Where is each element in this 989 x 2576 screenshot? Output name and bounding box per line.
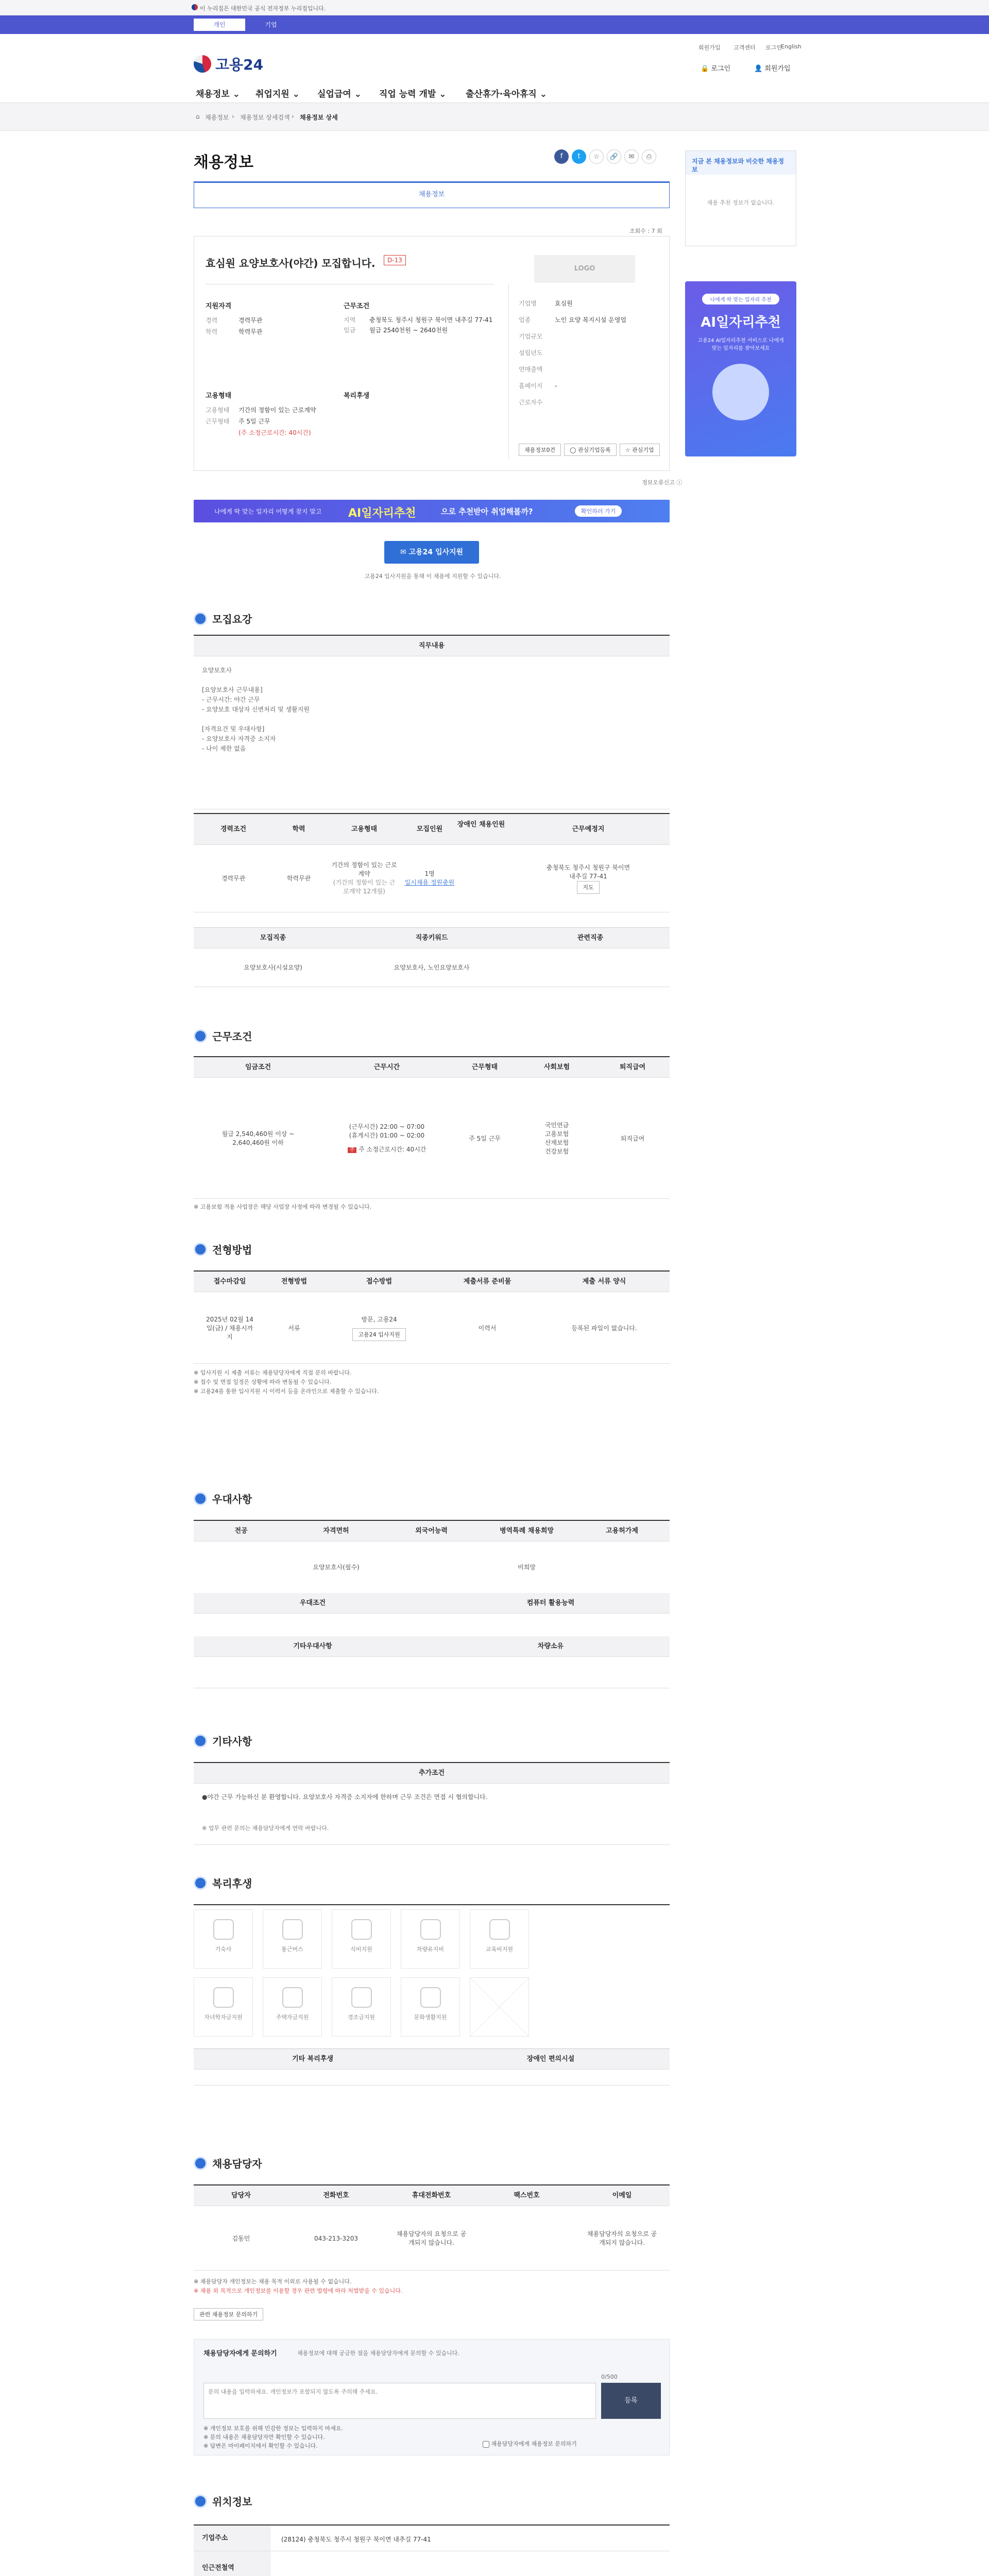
method-table — [194, 1270, 670, 1363]
site-logo[interactable] — [194, 54, 263, 74]
ai-job-ad[interactable] — [685, 281, 796, 456]
dday-badge: D-13 — [384, 255, 406, 265]
section-location-title: 위치정보 — [194, 2494, 252, 2509]
mode-bar — [0, 15, 989, 34]
head-deadline: 접수마감일 — [194, 1272, 266, 1292]
section-welfare-title: 복리후생 — [194, 1875, 252, 1890]
loc-subway-label: 인근전철역 — [194, 2551, 271, 2576]
crumb-2[interactable]: 채용정보 상세검색 — [240, 114, 290, 121]
tab-job-info[interactable]: 채용정보 — [194, 181, 670, 208]
favorite-company-button[interactable]: ☆ 관심기업 — [620, 444, 660, 456]
method-apply-button[interactable]: 고용24 입사지원 — [352, 1328, 405, 1341]
val-emptype: 기간의 정함이 있는 근로계약 (기간의 정함이 있는 근로계약 12개월) — [331, 861, 397, 895]
apply-button[interactable]: ✉ 고용24 입사지원 — [384, 541, 479, 564]
welfare-label: 복리후생 — [344, 392, 370, 400]
etc-head: 추가조건 — [194, 1763, 670, 1784]
val-career: 경력무관 — [221, 874, 246, 882]
gift-icon — [351, 1987, 372, 2008]
meal-icon — [351, 1919, 372, 1940]
val-method: 서류 — [288, 1324, 300, 1332]
head-location: 근무예정지 — [507, 814, 670, 845]
val-fax — [479, 2206, 574, 2271]
cond-rows: 지역 충청북도 청주시 청원구 북이면 내추길 77-41 임금 월급 2540천원 ~ 2640천원 — [344, 316, 493, 334]
nav-employment-support[interactable]: 취업지원 ⌄ — [255, 89, 300, 99]
housing-icon — [282, 1987, 303, 2008]
val-disabled — [455, 845, 507, 912]
home-icon[interactable]: ⌂ — [196, 113, 200, 120]
taegeuk-icon — [192, 4, 198, 10]
head-license: 자격면허 — [288, 1521, 384, 1541]
val-time: (근무시간) 22:00 ~ 07:00 (휴게시간) 01:00 ~ 02:00 주 주 소정근로시간: 40시간 — [322, 1078, 451, 1199]
company-jobs-button[interactable]: 채용정보0건 — [519, 444, 561, 456]
etc-table — [194, 1762, 670, 1844]
head-time: 근무시간 — [322, 1057, 451, 1078]
duty-text: 요양보호사 [요양보호사 근무내용] - 근무시간: 야간 근무 - 요양보호 대상자 신변처리 및 생활지원 [자격요건 및 우대사항] - 요양보호사 자격증 소지자 - 나이 제한 없음 — [202, 667, 310, 752]
crumb-3: 채용정보 상세 — [300, 114, 338, 121]
apply-note: 고용24 입사지원을 통해 이 채용에 지원할 수 있습니다. — [364, 573, 501, 580]
qa-checkbox[interactable]: 채용담당자에게 채용정보 문의하기 — [483, 2439, 577, 2448]
val-license: 요양보호사(필수) — [313, 1563, 360, 1571]
twitter-icon[interactable]: t — [572, 149, 586, 164]
contact-table — [194, 2184, 670, 2270]
education-icon — [489, 1919, 510, 1940]
car-icon — [420, 1919, 441, 1940]
emp-label: 고용형태 — [206, 392, 232, 400]
head-disabled: 장애인 채용인원 — [455, 814, 507, 845]
head-retire: 퇴직급여 — [595, 1057, 670, 1078]
banner-left-text: 나에게 딱 맞는 일자리 어떻게 찾지 말고 — [214, 508, 322, 515]
job-summary — [194, 236, 670, 471]
val-related — [511, 948, 670, 987]
method-notes: ※ 입사지원 시 제출 서류는 채용담당자에게 직접 문의 바랍니다. ※ 접수 및 면접 일정은 상황에 따라 변동될 수 있습니다. ※ 고용24를 통한 입사지원 시 이력서 등을 온라인으로 제출할 수 있습니다. — [194, 1369, 379, 1395]
culture-icon — [420, 1987, 441, 2008]
head-wage: 임금조건 — [194, 1057, 322, 1078]
val-insurance: 국민연금 고용보험 산재보험 건강보험 — [544, 1122, 569, 1155]
empty-welfare-slot — [470, 1977, 529, 2037]
val-phone: 043-213-3203 — [314, 2234, 358, 2242]
pref-table — [194, 1520, 670, 1688]
head-computer: 컴퓨터 활용능력 — [432, 1593, 670, 1614]
util-signup[interactable]: 회원가입 — [698, 44, 721, 51]
gov-banner — [0, 0, 989, 15]
head-military: 병역특례 채용희망 — [479, 1521, 574, 1541]
bus-icon — [282, 1919, 303, 1940]
mode-tab-personal[interactable]: 개인 — [194, 19, 245, 31]
etc-note: ※ 업무 관련 문의는 채용담당자에게 연락 바랍니다. — [202, 1825, 329, 1832]
head-receipt: 접수방법 — [322, 1272, 436, 1292]
head-count: 모집인원 — [404, 814, 455, 845]
val-occupation: 요양보호사(시설요양) — [244, 963, 302, 971]
head-forms: 제출 서류 양식 — [539, 1272, 670, 1292]
contact-notes: ※ 채용담당자 개인정보는 채용 목적 이외로 사용될 수 없습니다. ※ 채용 외 목적으로 개인정보를 이용할 경우 관련 법령에 따라 처벌받을 수 있습니다. — [194, 2278, 403, 2294]
qa-desc: 채용정보에 대해 궁금한 점을 채용담당자에게 문의할 수 있습니다. — [297, 2350, 459, 2357]
val-major — [194, 1541, 288, 1593]
head-phone: 전화번호 — [288, 2185, 384, 2206]
signup-button[interactable]: 👤 회원가입 — [754, 65, 791, 73]
head-fax: 팩스번호 — [479, 2185, 574, 2206]
gov-banner-text: 이 누리집은 대한민국 공식 전자정부 누리집입니다. — [200, 5, 326, 12]
val-docs: 이력서 — [478, 1324, 497, 1332]
head-disabled-facility: 장애인 편의시설 — [432, 2049, 670, 2070]
val-edu: 학력무관 — [286, 874, 311, 882]
val-deadline: 2025년 02월 14일(금) / 채용시까지 — [206, 1315, 253, 1341]
head-related: 관련직종 — [511, 928, 670, 948]
head-edu: 학력 — [273, 814, 325, 845]
print-icon[interactable]: ⎙ — [642, 149, 656, 164]
banner-right-text: 으로 추천받아 취업해볼까? — [441, 507, 533, 516]
work-note: ※ 고용보험 적용 사업장은 해당 사업장 사정에 따라 변경될 수 있습니다. — [194, 1204, 372, 1210]
link-icon[interactable]: 🔗 — [607, 149, 621, 164]
loc-addr: (28124) 충청북도 청주시 청원구 북이면 내추길 77-41 — [281, 2536, 431, 2543]
val-form: 주 5일 근무 — [469, 1134, 501, 1142]
head-career: 경력조건 — [194, 814, 273, 845]
section-method-title: 전형방법 — [194, 1242, 252, 1257]
emp-rows: 고용형태 기간의 정함이 있는 근로계약 근무형태 주 5일 근무 (주 소정근로시간: 40시간) — [206, 406, 316, 436]
main-nav — [0, 82, 989, 103]
util-login[interactable]: 로그인 — [765, 44, 782, 51]
qual-label: 지원자격 — [206, 302, 232, 310]
banner-cta-button[interactable]: 확인하러 가기 — [575, 505, 622, 517]
company-rows: 기업명 효심원 업종 노인 요양 복지시설 운영업 기업규모 설립년도 연매출액 홈페이지 - 근로자수 — [519, 300, 626, 406]
recruit-duty-table — [194, 635, 670, 809]
loc-addr-label: 기업주소 — [194, 2526, 271, 2551]
tuition-icon — [213, 1987, 234, 2008]
logo-text: 고용24 — [215, 56, 264, 73]
section-contact-title: 채용담당자 — [194, 2156, 262, 2171]
val-language — [384, 1541, 479, 1593]
email-icon[interactable]: ✉ — [624, 149, 639, 164]
head-manager: 담당자 — [194, 2185, 288, 2206]
ad-desc: 고용24 AI일자리추천 서비스로 나에게 맞는 일자리를 찾아보세요 — [697, 338, 784, 351]
ad-top-label: 나에게 딱 맞는 일자리 추천 — [702, 294, 779, 304]
recruit-cond-table — [194, 813, 670, 931]
head-email: 이메일 — [574, 2185, 670, 2206]
job-title: 효심원 요양보호사(야간) 모집합니다. — [206, 257, 376, 269]
head-keyword: 직종키워드 — [352, 928, 511, 948]
qa-textarea[interactable] — [203, 2383, 596, 2419]
similar-jobs-empty: 채용 추천 정보가 없습니다. — [707, 199, 775, 206]
head-occupation: 모집직종 — [194, 928, 352, 948]
ad-title: AI일자리추천 — [701, 315, 781, 330]
section-recruit-title: 모집요강 — [194, 611, 252, 626]
nav-unemployment-benefit[interactable]: 실업급여 ⌄ — [317, 89, 362, 99]
val-manager: 김동민 — [232, 2234, 250, 2242]
head-mobile: 휴대전화번호 — [384, 2185, 479, 2206]
mode-tab-company[interactable]: 기업 — [265, 21, 277, 28]
location-table — [194, 2524, 670, 2576]
section-bullet-icon — [194, 612, 207, 625]
val-receipt: 방문, 고용24 고용24 입사지원 — [322, 1292, 436, 1364]
head-permit: 고용허가제 — [574, 1521, 670, 1541]
section-work-title: 근무조건 — [194, 1028, 252, 1043]
qa-notes: ※ 개인정보 보호를 위해 민감한 정보는 입력하지 마세요. ※ 문의 내용은 채용담당자만 확인할 수 있습니다. ※ 답변은 마이페이지에서 확인할 수 있습니다. — [203, 2425, 343, 2449]
page-title: 채용정보 — [194, 154, 253, 172]
head-emptype: 고용형태 — [325, 814, 404, 845]
logo-mark-icon — [194, 55, 211, 73]
work-table — [194, 1056, 670, 1198]
section-etc-title: 기타사항 — [194, 1733, 252, 1748]
val-keyword: 요양보호사, 노인요양보호사 — [394, 963, 470, 971]
val-forms: 등록된 파일이 없습니다. — [571, 1324, 637, 1332]
util-english[interactable]: English — [781, 43, 802, 50]
dormitory-icon — [213, 1919, 234, 1940]
head-method: 전형방법 — [266, 1272, 322, 1292]
ai-banner[interactable] — [194, 500, 670, 522]
duty-head: 직무내용 — [194, 636, 670, 656]
banner-big-text: AI일자리추천 — [348, 507, 416, 520]
qa-title: 채용담당자에게 문의하기 — [203, 2350, 277, 2358]
cond-label: 근무조건 — [344, 302, 370, 310]
val-email: 채용담당자의 요청으로 공개되지 않습니다. — [587, 2230, 657, 2246]
head-other-pref: 기타우대사항 — [194, 1636, 432, 1657]
crumb-1[interactable]: 채용정보 — [205, 114, 229, 121]
login-button[interactable]: 🔒 로그인 — [701, 65, 731, 73]
similar-jobs-panel — [685, 150, 796, 246]
robot-illustration-icon — [712, 364, 769, 420]
breadcrumb: ⌂ 채용정보 › 채용정보 상세검색 › 채용정보 상세 — [0, 103, 989, 131]
head-car: 차량소유 — [432, 1636, 670, 1657]
val-military: 비희망 — [518, 1563, 536, 1571]
inquiry-link-button[interactable]: 관련 채용정보 문의하기 — [194, 2308, 263, 2320]
nav-jobs[interactable]: 채용정보 ⌄ — [196, 89, 240, 99]
head-insurance: 사회보험 — [518, 1057, 595, 1078]
val-permit — [574, 1541, 670, 1593]
qa-counter: 0/500 — [601, 2374, 618, 2380]
util-help[interactable]: 고객센터 — [734, 44, 756, 51]
val-mobile: 채용담당자의 요청으로 공개되지 않습니다. — [396, 2230, 467, 2246]
val-retire: 퇴직급여 — [620, 1134, 645, 1142]
head-form: 근무형태 — [451, 1057, 518, 1078]
nav-parental-leave[interactable]: 출산휴가·육아휴직 ⌄ — [466, 89, 548, 99]
etc-text: ●야간 근무 가능하신 분 환영합니다. 요양보호사 자격증 소지자에 한하며 근무 조건은 면접 시 협의합니다. — [202, 1793, 488, 1801]
welfare-grid: 기숙사 통근버스 식비지원 차량유지비 교육비지원 자녀학자금지원 주택자금지원 경조금지원 문화생활지원 — [194, 1904, 670, 2049]
section-pref-title: 우대사항 — [194, 1491, 252, 1506]
view-count: 조회수 : 7 회 — [629, 228, 662, 234]
nav-vocational-training[interactable]: 직업 능력 개발 ⌄ — [379, 89, 447, 99]
val-location: 충청북도 청주시 청원구 북이면 내추길 77-41 지도 — [507, 845, 670, 912]
interest-company-button[interactable]: ◯ 관심기업등록 — [564, 444, 617, 456]
star-icon[interactable]: ☆ — [589, 149, 604, 164]
head-pref-cond: 우대조건 — [194, 1593, 432, 1614]
facebook-icon[interactable]: f — [554, 149, 569, 164]
qual-rows: 경력 경력무관 학력 학력무관 — [206, 317, 263, 335]
qa-box — [194, 2339, 670, 2455]
qa-submit-button[interactable]: 등록 — [601, 2383, 661, 2419]
val-count: 1명 일시채용 정원충원 — [404, 870, 455, 886]
head-language: 외국어능력 — [384, 1521, 479, 1541]
head-major: 전공 — [194, 1521, 288, 1541]
hire-link[interactable]: 일시채용 정원충원 — [404, 879, 455, 886]
company-logo: LOGO — [534, 255, 635, 283]
head-docs: 제출서류 준비물 — [436, 1272, 539, 1292]
company-actions — [519, 444, 660, 456]
recruit-occupation-table — [194, 927, 670, 987]
report-link[interactable]: 정보오류신고 ⓘ — [642, 479, 683, 486]
map-button[interactable]: 지도 — [577, 881, 599, 894]
head-other-welfare: 기타 복리후생 — [194, 2049, 432, 2070]
similar-jobs-title: 지금 본 채용정보와 비슷한 채용정보 — [686, 151, 796, 175]
val-wage: 월급 2,540,460원 이상 ~ 2,640,460원 이하 — [221, 1130, 295, 1146]
welfare-extra-table — [194, 2048, 670, 2086]
